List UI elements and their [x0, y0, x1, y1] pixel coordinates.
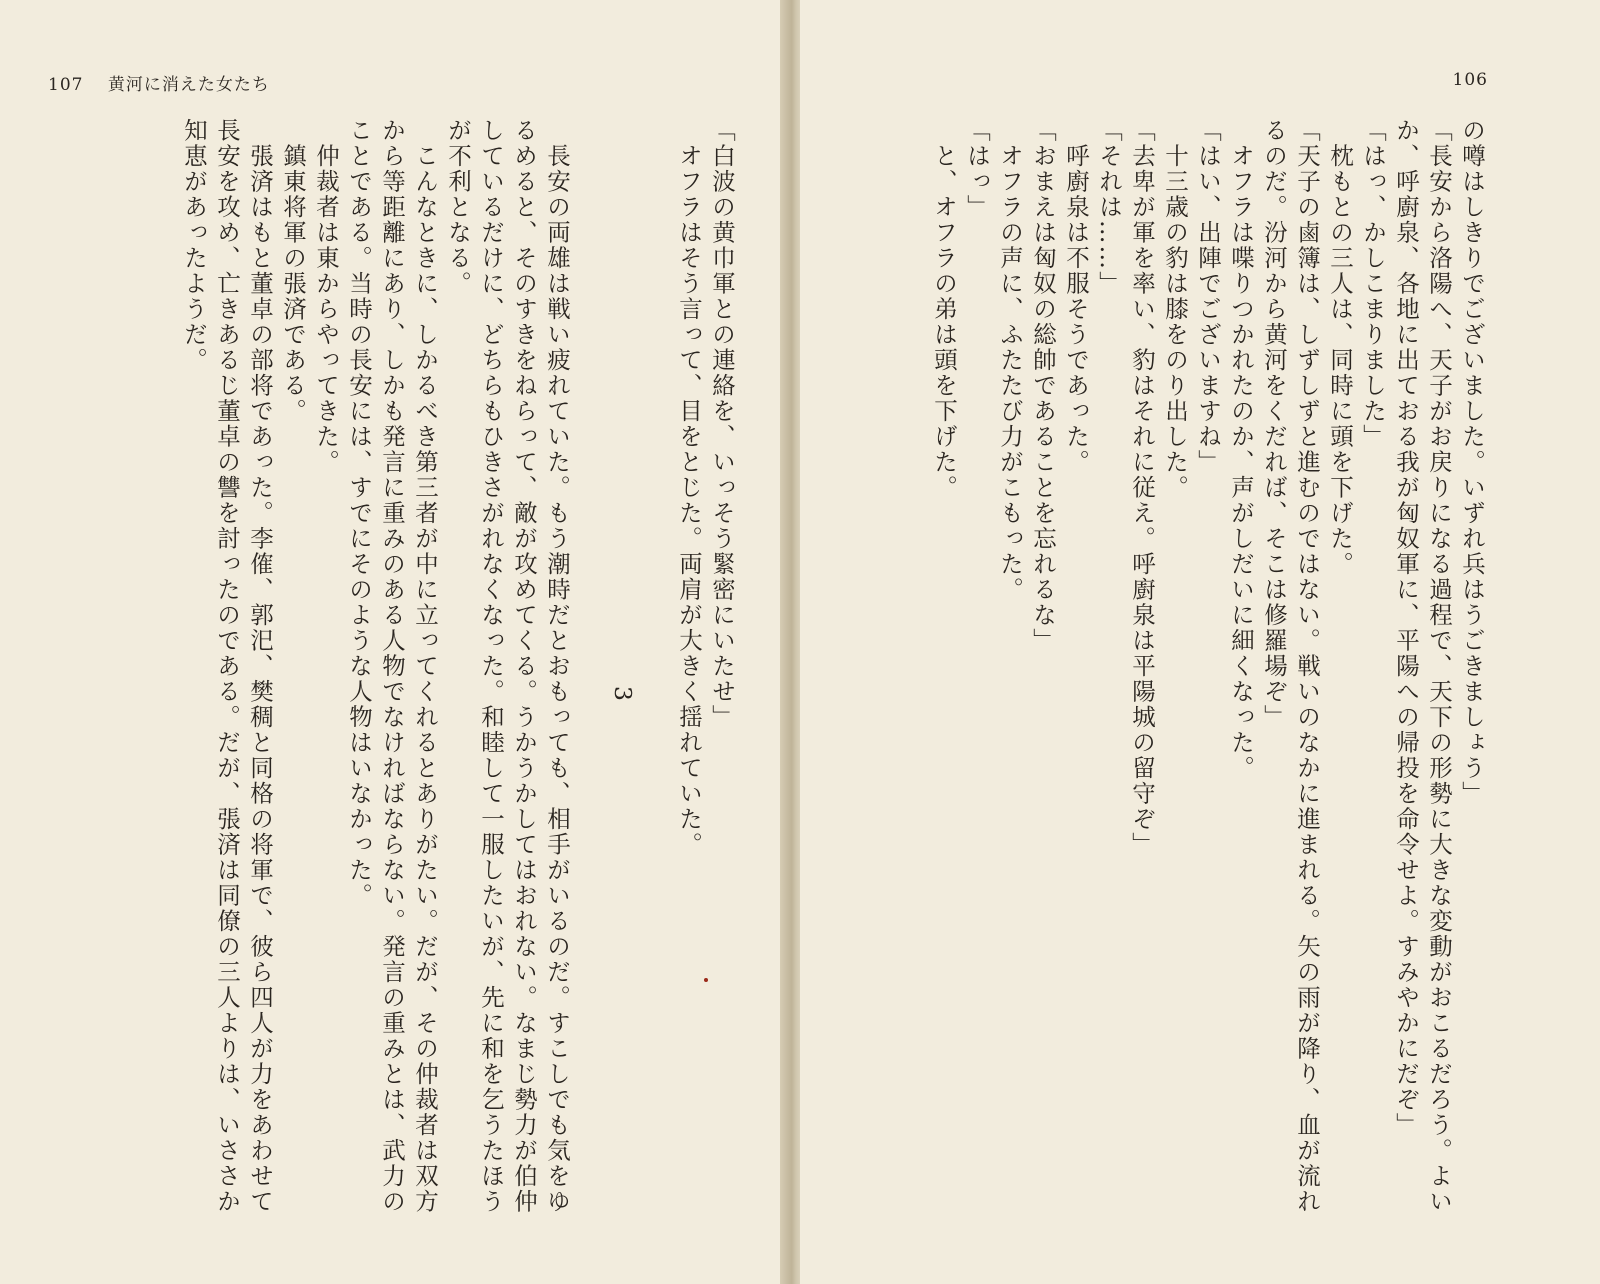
blank-column — [639, 118, 672, 1268]
text-column: しているだけに、どちらもひきさがれなくなった。和睦して一服したいが、先に和を乞うたほう — [477, 118, 505, 1215]
text-column: 枕もとの三人は、同時に頭を下げた。 — [1326, 118, 1354, 577]
text-column: るめると、そのすきをねらって、敵が攻めてくる。うかうかしてはおれない。なまじ勢力が伯仲 — [510, 118, 538, 1215]
section-number: 3 — [609, 685, 637, 701]
text-column: 呼廚泉は不服そうであった。 — [1062, 118, 1090, 475]
text-column: 鎮東将軍の張済である。 — [279, 118, 307, 424]
text-column: るのだ。汾河から黄河をくだれば、そこは修羅場ぞ」 — [1260, 118, 1288, 730]
right-page-number: 106 — [1452, 70, 1488, 90]
left-page-header — [48, 70, 270, 95]
text-column: 張済はもと董卓の部将であった。李傕、郭汜、樊稠と同格の将軍で、彼ら四人が力をあわせて — [246, 118, 274, 1215]
text-column: オフラの声に、ふたたび力がこもった。 — [996, 118, 1024, 603]
ink-speck — [704, 978, 708, 982]
right-page-header — [1453, 70, 1488, 90]
text-column: 知恵があったようだ。 — [180, 118, 208, 373]
text-column: と、オフラの弟は頭を下げた。 — [930, 118, 958, 501]
text-column: 長安を攻め、亡きあるじ董卓の讐を討ったのである。だが、張済は同僚の三人よりは、いささか — [213, 118, 241, 1215]
text-column: ことである。当時の長安には、すでにそのような人物はいなかった。 — [345, 118, 373, 909]
text-column: 「はい、出陣でございますね」 — [1194, 118, 1222, 475]
text-column: 「白波の黄巾軍との連絡を、いっそう緊密にいたせ」 — [708, 118, 736, 730]
text-column: 「長安から洛陽へ、天子がお戻りになる過程で、天下の形勢に大きな変動がおこるだろう。よい — [1425, 118, 1453, 1215]
text-column: こんなときに、しかるべき第三者が中に立ってくれるとありがたい。だが、その仲裁者は双方 — [411, 118, 439, 1215]
text-column: 「はっ」 — [963, 118, 991, 220]
running-title: 黄河に消えた女たち — [107, 75, 270, 95]
text-column: が不利となる。 — [444, 118, 472, 297]
left-page — [0, 0, 786, 1284]
text-column: 十三歳の豹は膝をのり出した。 — [1161, 118, 1189, 501]
text-column: から等距離にあり、しかも発言に重みのある人物でなければならない。発言の重みとは、武力の — [378, 118, 406, 1215]
text-column: オフラは喋りつかれたのか、声がしだいに細くなった。 — [1227, 118, 1255, 781]
left-page-number: 107 — [48, 75, 84, 95]
left-page-text — [48, 118, 738, 1268]
text-column: 「おまえは匈奴の総帥であることを忘れるな」 — [1029, 118, 1057, 654]
text-column: オフラはそう言って、目をとじた。両肩が大きく揺れていた。 — [675, 118, 703, 858]
text-column: か、呼廚泉、各地に出ておる我が匈奴軍に、平陽への帰投を命令せよ。すみやかにだぞ」 — [1392, 118, 1420, 1138]
text-column: 仲裁者は東からやってきた。 — [312, 118, 340, 475]
blank-column — [573, 118, 606, 1268]
text-column: の噂はしきりでございました。いずれ兵はうごきましょう」 — [1458, 118, 1486, 807]
text-column: 長安の両雄は戦い疲れていた。もう潮時だとおもっても、相手がいるのだ。すこしでも気をゆ — [543, 118, 571, 1215]
text-column: 「はっ、かしこまりました」 — [1359, 118, 1387, 450]
text-column: 「去卑が軍を率い、豹はそれに従え。呼廚泉は平陽城の留守ぞ」 — [1128, 118, 1156, 858]
text-column: 「それは……」 — [1095, 118, 1123, 297]
right-page — [800, 0, 1600, 1284]
right-page-text — [928, 118, 1488, 1268]
text-column: 「天子の鹵簿は、しずしずと進むのではない。戦いのなかに進まれる。矢の雨が降り、血が流れ — [1293, 118, 1321, 1215]
